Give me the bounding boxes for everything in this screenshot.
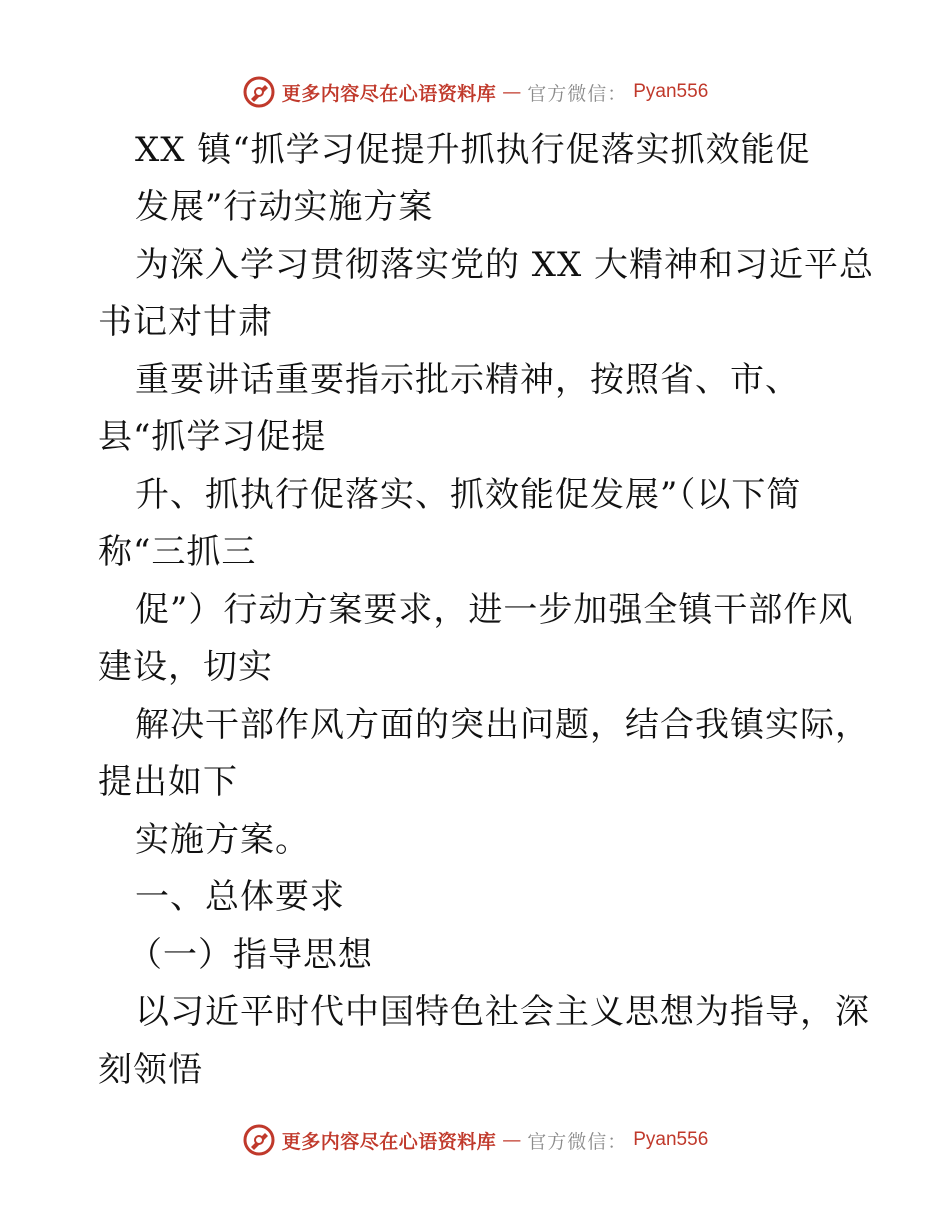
watermark-separator: — [502,81,522,103]
paragraph-line: 提出如下 [98,762,238,802]
watermark-wechat-id: Pyan556 [633,1129,709,1150]
watermark-logo-icon [242,1123,276,1157]
watermark-official-label: 官方微信： [527,1130,628,1153]
paragraph-line: 重要讲话重要指示批示精神，按照省、市、 [135,360,800,400]
watermark-logo-icon [242,75,276,109]
paragraph-line: 称“三抓三 [98,532,257,572]
paragraph-line: 为深入学习贯彻落实党的 XX 大精神和习近平总 [135,245,875,285]
paragraph-line: 实施方案。 [135,820,310,860]
watermark-text: 更多内容尽在心语资料库 [281,1130,497,1153]
paragraph-line: 升、抓执行促落实、抓效能促发展”（以下简 [135,475,802,515]
document-title-line-1: XX 镇“抓学习促提升抓执行促落实抓效能促 [135,130,811,170]
section-heading: 一、总体要求 [135,877,345,917]
watermark-separator: — [502,1129,522,1151]
paragraph-line: 建设，切实 [98,647,273,687]
paragraph-line: 解决干部作风方面的突出问题，结合我镇实际， [135,705,870,745]
subsection-heading: （一）指导思想 [128,935,373,975]
watermark-wechat-id: Pyan556 [633,81,709,102]
header-watermark [0,72,950,112]
document-title-line-2: 发展”行动实施方案 [135,187,434,227]
paragraph-line: 刻领悟 [98,1050,203,1090]
watermark-text: 更多内容尽在心语资料库 [281,82,497,105]
paragraph-line: 促”）行动方案要求，进一步加强全镇干部作风 [135,590,854,630]
paragraph-line: 以习近平时代中国特色社会主义思想为指导，深 [135,992,870,1032]
watermark-official-label: 官方微信： [527,82,628,105]
paragraph-line: 书记对甘肃 [98,302,273,342]
paragraph-line: 县“抓学习促提 [98,417,327,457]
footer-watermark [0,1120,950,1160]
